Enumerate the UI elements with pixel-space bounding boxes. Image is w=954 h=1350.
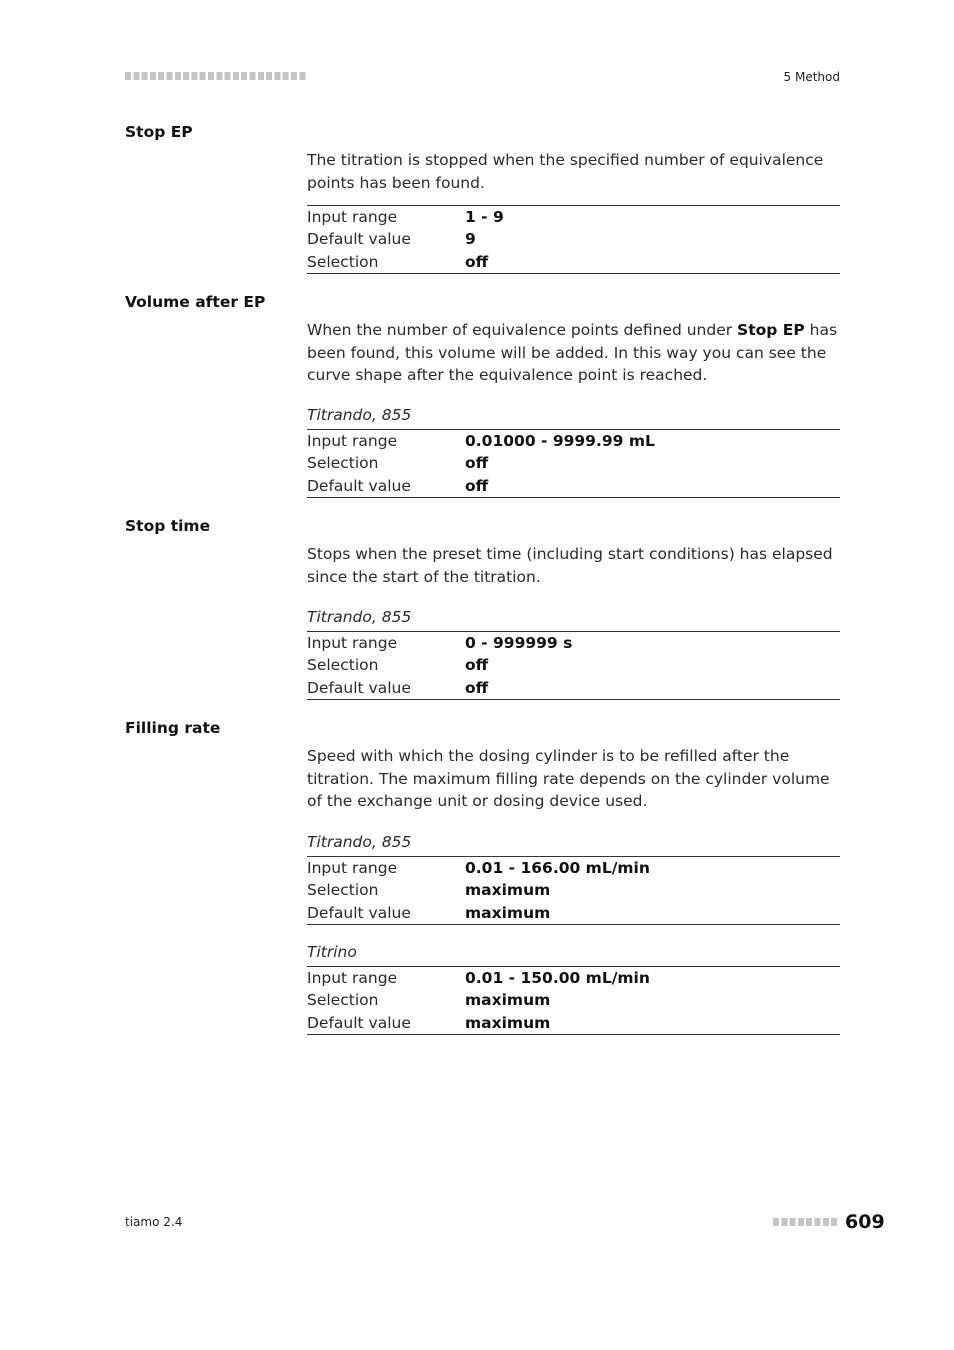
page-number: 609 — [845, 1211, 885, 1233]
section-title-volume-after-ep: Volume after EP — [125, 293, 266, 311]
table-row — [307, 452, 840, 474]
table-row — [307, 206, 840, 229]
section-title-stop-time: Stop time — [125, 517, 211, 535]
stop-time-description: Stops when the preset time (including start conditions) has elapsed since the start of the titration. — [307, 545, 833, 586]
volume-after-ep-description — [307, 319, 843, 387]
param-key: Input range — [307, 969, 398, 987]
filling-rate-titrino-table — [307, 966, 840, 1035]
param-key: Input range — [307, 208, 398, 226]
table-row — [307, 1012, 840, 1035]
param-value: 1 - 9 — [465, 208, 504, 226]
description-text: When the number of equivalence points defined under — [307, 321, 738, 339]
chapter-label: 5 Method — [783, 70, 840, 84]
table-row — [307, 228, 840, 250]
param-value: 0 - 999999 s — [465, 634, 573, 652]
param-value: maximum — [465, 1013, 551, 1032]
description-text: has been found, this volume will be added. In this way you can see the curve shape after the equivalence point is reached. — [307, 321, 838, 384]
filling-rate-titrando-table — [307, 856, 840, 925]
volume-after-ep-parameter-table — [307, 429, 840, 498]
stop-ep-description: The titration is stopped when the specified number of equivalence points has been found. — [307, 151, 824, 192]
param-key: Default value — [307, 1013, 411, 1032]
table-row — [307, 989, 840, 1011]
param-key: Input range — [307, 634, 398, 652]
device-label: Titrando, 855 — [307, 608, 412, 626]
param-key: Default value — [307, 678, 411, 697]
param-value: maximum — [465, 991, 551, 1010]
param-value: maximum — [465, 881, 551, 900]
table-row — [307, 251, 840, 274]
param-value: off — [465, 656, 489, 675]
description-emphasis: Stop EP — [737, 321, 805, 339]
product-version: tiamo 2.4 — [125, 1215, 183, 1229]
param-key: Input range — [307, 859, 398, 877]
param-key: Selection — [307, 881, 379, 900]
section-title-stop-ep: Stop EP — [125, 123, 193, 141]
device-label: Titrino — [307, 943, 357, 961]
param-key: Selection — [307, 656, 379, 675]
param-key: Default value — [307, 476, 411, 495]
param-value: 0.01 - 166.00 mL/min — [465, 859, 650, 877]
filling-rate-description: Speed with which the dosing cylinder is to be refilled after the titration. The maximum filling rate depends on the cylinder volume of the exchange unit or dosing device used. — [307, 747, 830, 810]
param-value: off — [465, 252, 489, 271]
table-row — [307, 430, 840, 453]
table-row — [307, 632, 840, 655]
param-key: Default value — [307, 903, 411, 922]
param-value: off — [465, 476, 489, 495]
param-key: Default value — [307, 230, 411, 249]
param-value: off — [465, 454, 489, 473]
param-key: Selection — [307, 252, 379, 271]
table-row — [307, 879, 840, 901]
stop-time-parameter-table — [307, 631, 840, 700]
param-value: 9 — [465, 230, 476, 249]
stop-ep-parameter-table — [307, 205, 840, 274]
table-row — [307, 967, 840, 990]
table-row — [307, 475, 840, 498]
table-row — [307, 654, 840, 676]
param-key: Selection — [307, 454, 379, 473]
param-value: 0.01000 - 9999.99 mL — [465, 432, 655, 450]
param-value: 0.01 - 150.00 mL/min — [465, 969, 650, 987]
device-label: Titrando, 855 — [307, 406, 412, 424]
footer-decoration — [773, 1218, 839, 1226]
param-key: Selection — [307, 991, 379, 1010]
table-row — [307, 857, 840, 880]
param-value: off — [465, 678, 489, 697]
section-title-filling-rate: Filling rate — [125, 719, 221, 737]
header-decoration — [125, 72, 307, 80]
device-label: Titrando, 855 — [307, 833, 412, 851]
table-row — [307, 677, 840, 700]
table-row — [307, 902, 840, 925]
param-value: maximum — [465, 903, 551, 922]
param-key: Input range — [307, 432, 398, 450]
